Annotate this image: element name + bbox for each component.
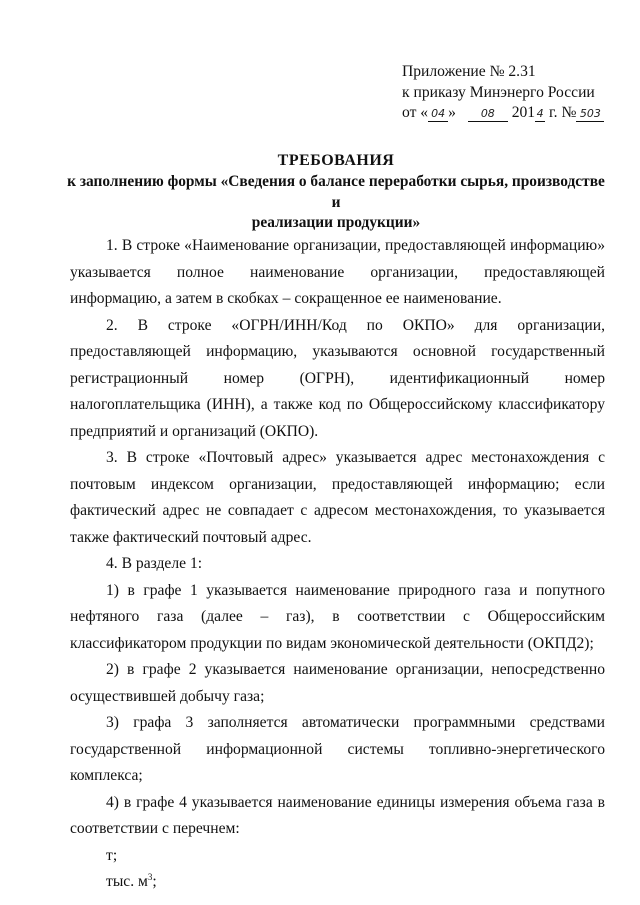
unit2-tail: ; — [152, 873, 157, 890]
unit2-text: тыс. м — [106, 873, 148, 890]
paragraph-4: 4. В разделе 1: — [106, 555, 203, 572]
date-suffix: г. № — [545, 104, 577, 121]
unit-tonnes: т; — [106, 846, 118, 864]
appendix-header — [402, 62, 612, 124]
appendix-order-ref: к приказу Минэнерго России — [402, 83, 595, 101]
document-title — [66, 150, 606, 234]
paragraph-4-item-4: 4) в графе 4 указывается наименование единицы измерения объема газа в соответствии с перечнем: — [70, 793, 605, 837]
handwritten-month: 08 — [468, 107, 508, 122]
paragraph-4-item-1: 1) в графе 1 указывается наименование природного газа и попутного нефтяного газа (далее – газ), в соответствии с Общероссийским классификатором продукции по видам экономической деятельности (ОКПД2); — [70, 581, 605, 652]
paragraph-1: 1. В строке «Наименование организации, предоставляющей информацию» указывается полное наименование организации, предоставляющей информацию, а затем в скобках – сокращенное ее наименование. — [70, 237, 605, 307]
unit2-superscript: 3 — [147, 871, 153, 882]
handwritten-year-digit: 4 — [536, 107, 544, 120]
handwritten-day: 04 — [428, 107, 448, 122]
title-heading: ТРЕБОВАНИЯ — [277, 152, 395, 169]
date-year-prefix: 201 — [507, 104, 536, 121]
title-subtitle-line2: реализации продукции» — [251, 214, 421, 231]
title-subtitle-line1: к заполнению формы «Сведения о балансе переработки сырья, производстве и — [67, 173, 605, 211]
paragraph-3: 3. В строке «Почтовый адрес» указывается адрес местонахождения с почтовым индексом организации, предоставляющей информацию; если фактический адрес не совпадает с адресом местонахождения, то указывается также фактический почтовый адрес. — [70, 449, 605, 546]
date-mid: » — [448, 104, 460, 121]
appendix-date-line — [402, 103, 612, 124]
paragraph-4-item-2: 2) в графе 2 указывается наименование организации, непосредственно осуществившей добычу газа; — [70, 661, 605, 705]
date-prefix: от « — [402, 104, 429, 121]
paragraph-4-item-3: 3) графа 3 заполняется автоматически программными средствами государственной информационной системы топливно-энергетического комплекса; — [70, 714, 605, 784]
document-body — [70, 233, 605, 896]
unit-thousand-cubic-meters — [70, 869, 605, 896]
handwritten-order-number: 503 — [576, 107, 604, 122]
paragraph-2: 2. В строке «ОГРН/ИНН/Код по ОКПО» для организации, предоставляющей информацию, указываются основной государственный регистрационный номер (ОГРН), идентификационный номер налогоплательщика (ИНН), а также код по Общероссийскому классификатору предприятий и организаций (ОКПО). — [70, 316, 605, 440]
appendix-number: Приложение № 2.31 — [402, 63, 536, 80]
